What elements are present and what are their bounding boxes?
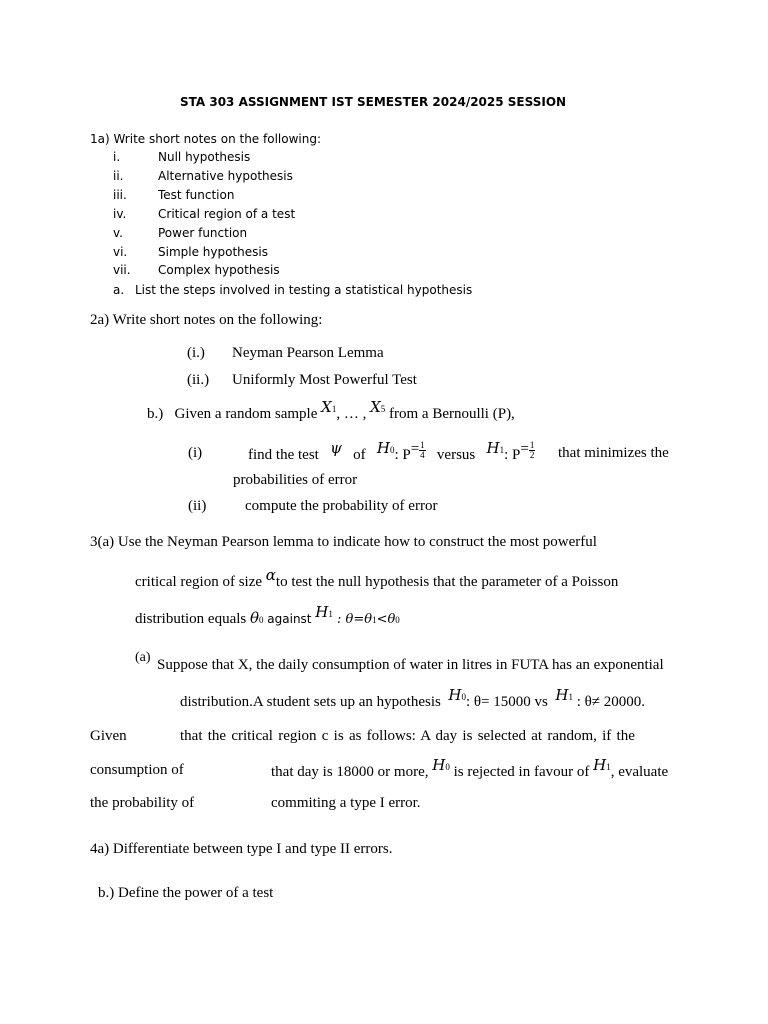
q3-line: 3(a) Use the Neyman Pearson lemma to indicate how to construct the most powerful xyxy=(90,534,597,550)
math-h: H xyxy=(448,686,462,704)
math-eq: = xyxy=(520,441,529,457)
q3-line xyxy=(135,603,400,628)
list-item: Uniformly Most Powerful Test xyxy=(232,372,417,388)
list-item-number: iv. xyxy=(113,207,127,221)
q3a-line xyxy=(180,686,646,711)
list-item: Complex hypothesis xyxy=(158,263,280,277)
math-subscript: 1 xyxy=(568,692,573,702)
q3-text: commiting a type I error. xyxy=(271,795,421,811)
math-subscript: 5 xyxy=(380,404,386,414)
math-subscript: 1 xyxy=(606,762,611,772)
math-alpha: α xyxy=(265,566,276,584)
list-item: Power function xyxy=(158,226,248,240)
q3-text: is rejected in favour of xyxy=(453,764,590,780)
q2b-i-line2: probabilities of error xyxy=(233,472,358,488)
fraction-denominator: 4 xyxy=(420,450,425,461)
math-h: H xyxy=(315,603,329,621)
math-h: H xyxy=(376,439,390,457)
q3-text: , evaluate xyxy=(610,764,669,780)
q3-text: : θ= 15000 vs xyxy=(465,694,548,710)
list-item-number: iii. xyxy=(113,188,127,202)
list-item: Neyman Pearson Lemma xyxy=(232,345,384,361)
q2b-i-text: that minimizes the xyxy=(558,445,669,461)
q3-text: : θ≠ 20000. xyxy=(576,694,646,710)
math-ellipsis: , … , xyxy=(336,406,367,422)
math-subscript: 0 xyxy=(461,692,466,702)
list-item: Critical region of a test xyxy=(158,207,296,221)
q2b-line xyxy=(147,398,515,423)
list-item-number: (i.) xyxy=(187,345,205,361)
math-text: : P xyxy=(504,447,521,463)
q3-text: against xyxy=(267,612,312,626)
q2b-ii-text: compute the probability of error xyxy=(245,498,438,514)
math-psi: ψ xyxy=(330,439,342,457)
math-theta: θ xyxy=(250,609,260,627)
math-h: H xyxy=(432,756,446,774)
list-item: Alternative hypothesis xyxy=(158,169,293,183)
list-item-number: (ii) xyxy=(188,498,207,514)
q3-text: distribution.A student sets up an hypothesis xyxy=(180,694,441,710)
math-condition: <θ xyxy=(376,612,396,627)
list-item: Null hypothesis xyxy=(158,150,251,164)
q3-text: consumption of xyxy=(90,762,184,778)
q1-heading: 1a) Write short notes on the following: xyxy=(90,132,321,146)
list-item-number: ii. xyxy=(113,169,124,183)
list-item-number: (i) xyxy=(188,445,203,461)
math-subscript: 0 xyxy=(395,615,400,625)
q3-text: distribution equals xyxy=(135,611,247,627)
q3-text: to test the null hypothesis that the parameter of a Poisson xyxy=(275,574,619,590)
q4-b: b.) Define the power of a test xyxy=(98,885,274,901)
list-item-number: vii. xyxy=(113,263,131,277)
q2b-text: from a Bernoulli (P), xyxy=(389,406,515,422)
q3-text: the probability of xyxy=(90,795,195,811)
q3-line xyxy=(135,566,619,591)
math-fraction xyxy=(529,441,536,460)
q2-heading: 2a) Write short notes on the following: xyxy=(90,312,323,328)
math-subscript: 0 xyxy=(259,615,264,625)
fraction-numerator: 1 xyxy=(420,440,425,451)
q4-a: 4a) Differentiate between type I and type II errors. xyxy=(90,841,393,857)
fraction-numerator: 1 xyxy=(529,440,535,451)
math-subscript: 0 xyxy=(445,762,450,772)
math-subscript: 1 xyxy=(328,609,333,619)
q3-text: Given xyxy=(90,728,127,744)
q3-text: that day is 18000 or more, xyxy=(271,764,429,780)
q2b-label: b.) xyxy=(147,406,164,422)
list-item: List the steps involved in testing a statistical hypothesis xyxy=(135,283,473,297)
q2b-text: Given a random sample xyxy=(174,406,318,422)
math-h: H xyxy=(593,756,607,774)
q2b-i-line xyxy=(248,439,535,465)
q3a-label: (a) xyxy=(135,650,151,665)
list-item: Test function xyxy=(158,188,235,202)
q3a-line: Suppose that X, the daily consumption of water in litres in FUTA has an exponential xyxy=(157,657,664,673)
list-item-number: a. xyxy=(113,283,125,297)
math-h: H xyxy=(555,686,569,704)
math-x: X xyxy=(370,398,381,416)
q3-text: that the critical region c is as follows: A day is selected at random, if the xyxy=(180,728,635,744)
math-subscript: 1 xyxy=(372,615,377,625)
math-condition: : θ=θ xyxy=(332,612,373,627)
q3-text: critical region of size xyxy=(135,574,263,590)
math-fraction xyxy=(419,441,426,460)
math-subscript: 0 xyxy=(389,445,395,455)
math-subscript: 1 xyxy=(331,404,337,414)
list-item-number: vi. xyxy=(113,245,128,259)
math-text: : P xyxy=(394,447,411,463)
math-eq: = xyxy=(410,441,420,457)
q3-line xyxy=(271,756,669,781)
list-item-number: i. xyxy=(113,150,121,164)
fraction-denominator: 2 xyxy=(529,450,535,461)
math-subscript: 1 xyxy=(499,445,505,455)
list-item-number: (ii.) xyxy=(187,372,210,388)
q2b-i-text: find the test xyxy=(248,447,319,463)
q2b-i-text: of xyxy=(353,447,366,463)
list-item: Simple hypothesis xyxy=(158,245,268,259)
document-title: STA 303 ASSIGNMENT IST SEMESTER 2024/2025 SESSION xyxy=(180,95,567,109)
math-h: H xyxy=(486,439,500,457)
list-item-number: v. xyxy=(113,226,123,240)
math-x: X xyxy=(321,398,332,416)
q2b-i-text: versus xyxy=(436,447,476,463)
